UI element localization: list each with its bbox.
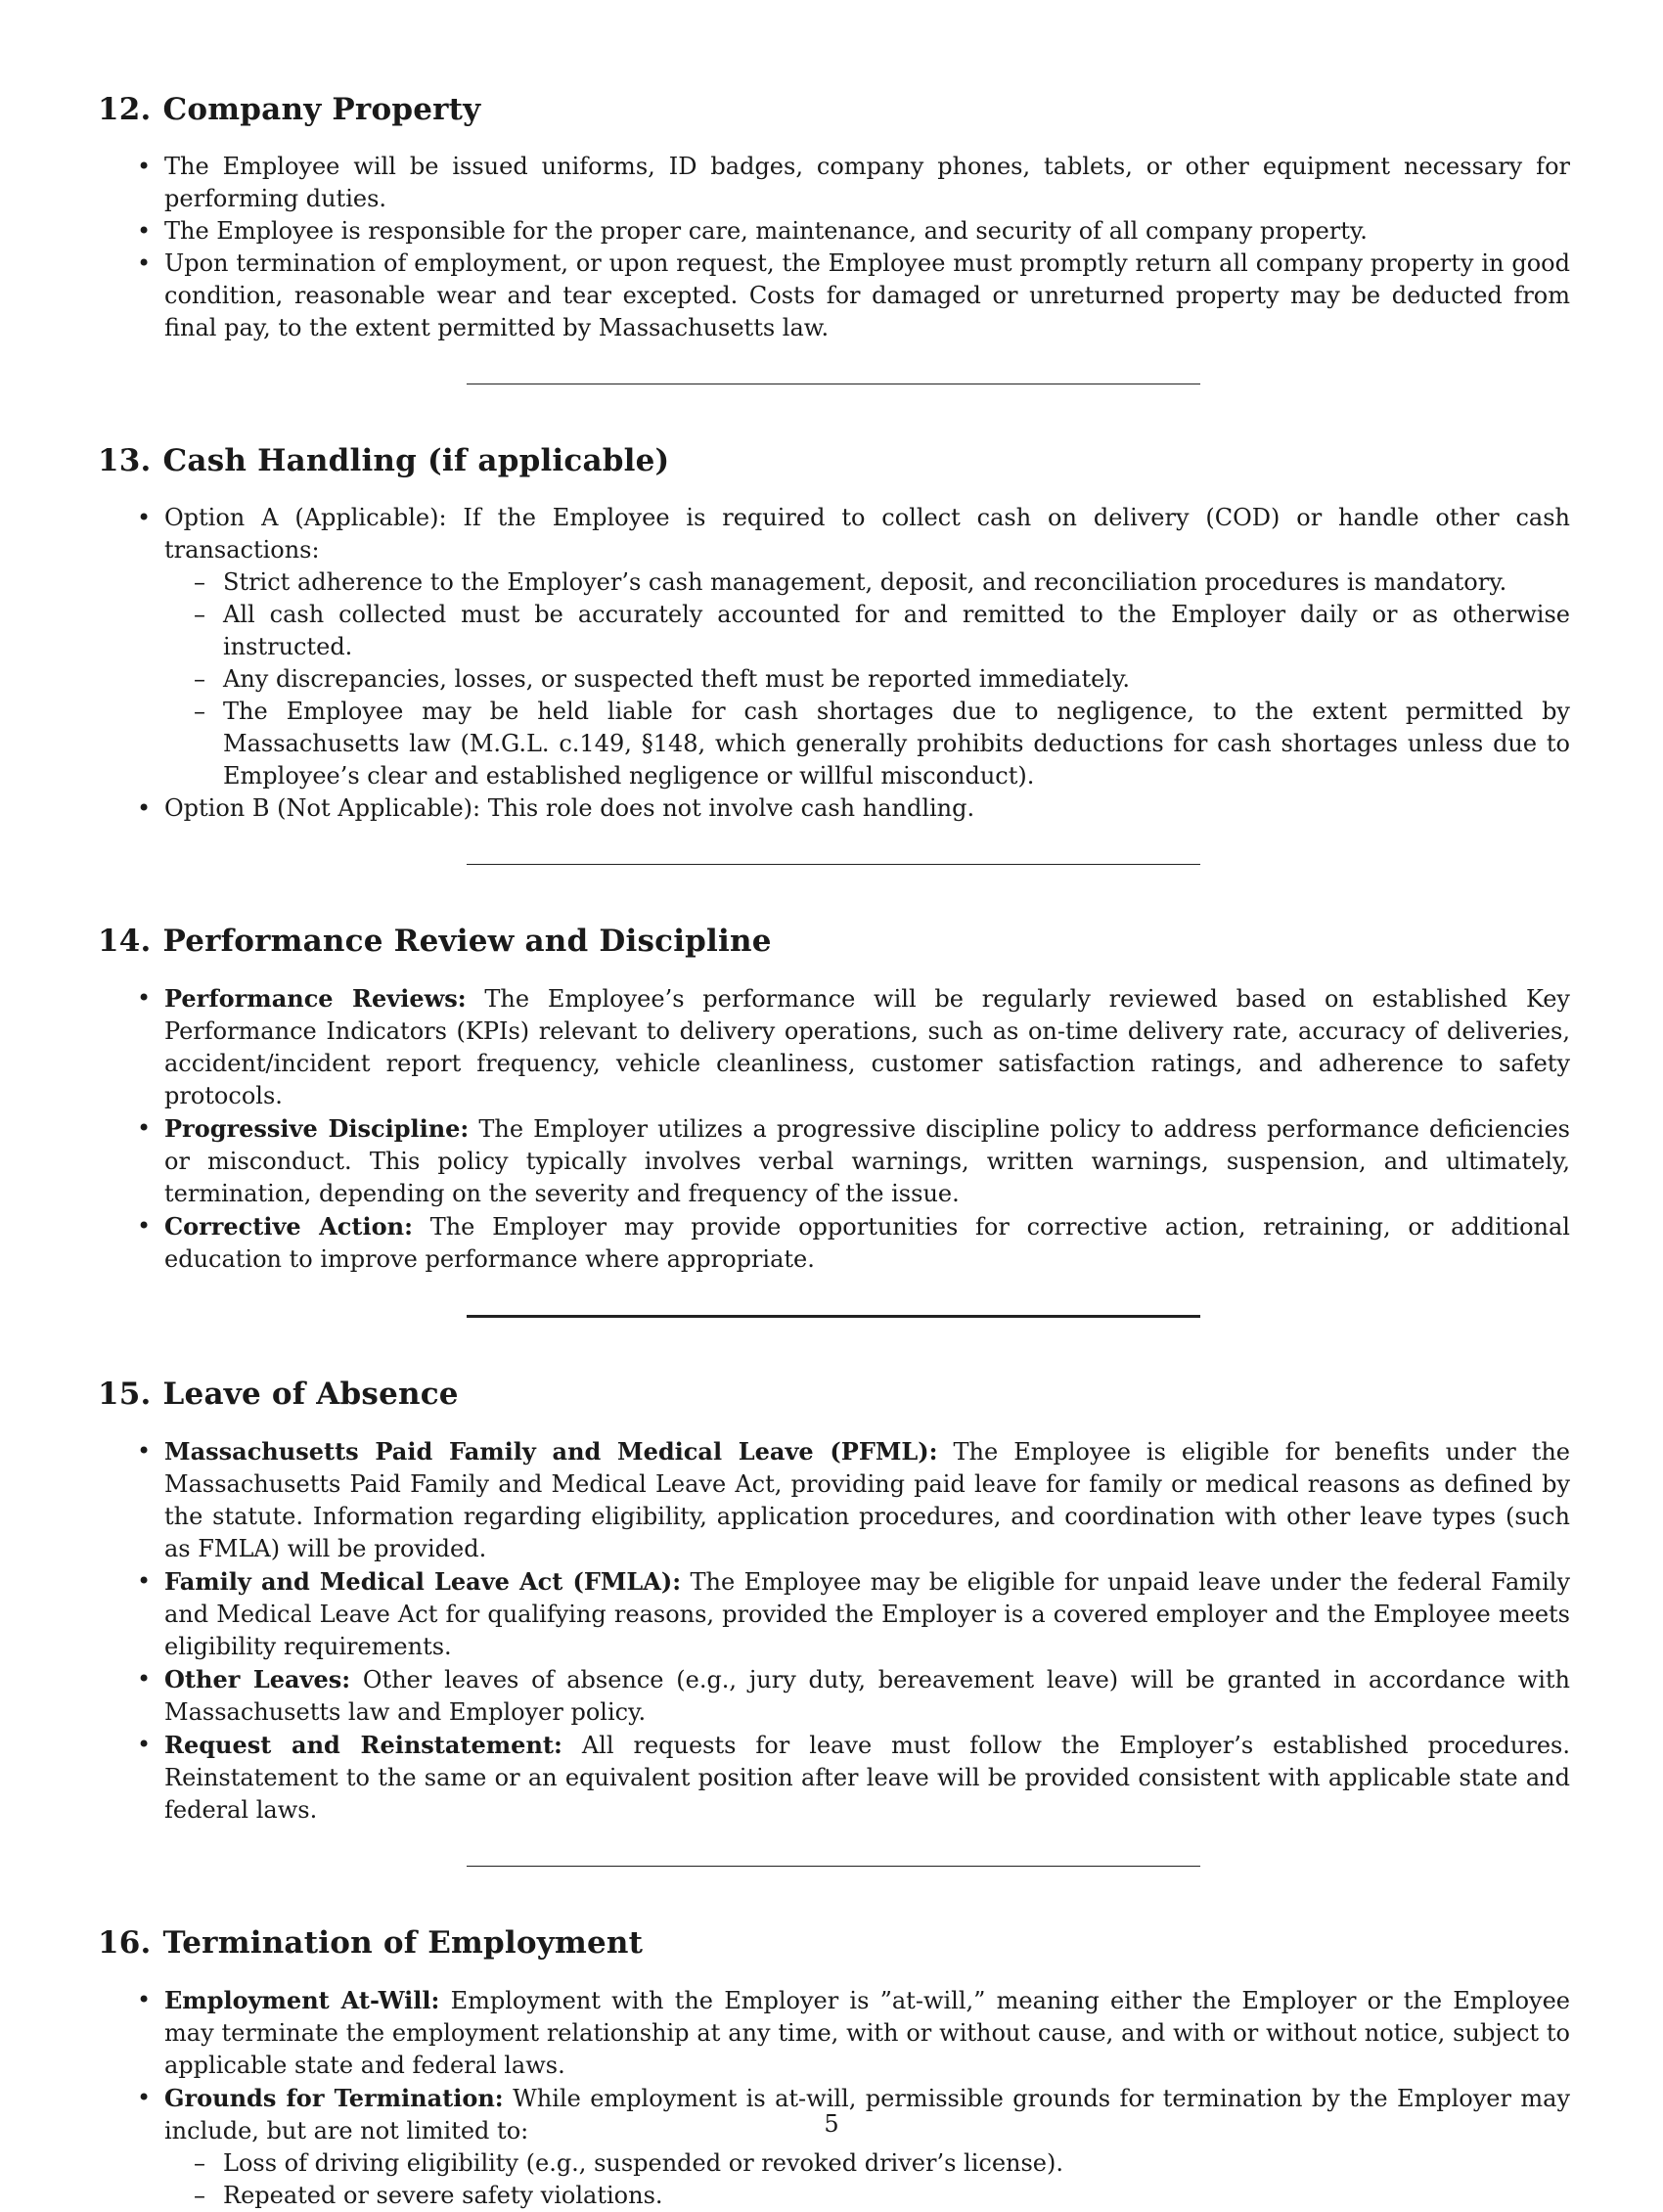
list-item (98, 2082, 1570, 2212)
section-company-property (98, 90, 1570, 344)
section-title: Cash Handling (if applicable) (162, 443, 670, 478)
item-text: Employment with the Employer is ”at-will,” meaning either the Employer or the Employee may terminate the employment relationship at any time, with or without cause, and with or without notice, subject to applicable state and federal laws. (164, 1987, 1570, 2079)
item-lead: Progressive Discipline: (164, 1114, 470, 1143)
section-heading (98, 90, 1570, 129)
item-text: The Employee may be eligible for unpaid leave under the federal Family and Medical Leave Act for qualifying reasons, provided the Employer is a covered employer and the Employee meets eligibility requirements. (164, 1568, 1571, 1660)
item-lead: Request and Reinstatement: (164, 1731, 562, 1759)
sub-list-item: – Strict adherence to the Employer’s cash management, deposit, and reconciliation procedures is mandatory. (164, 566, 1570, 599)
list-item (98, 1112, 1570, 1210)
list-item (98, 1729, 1570, 1827)
list-item: • Upon termination of employment, or upon request, the Employee must promptly return all company property in good condition, reasonable wear and tear excepted. Costs for damaged or unreturned property may be deducted from final pay, to the extent permitted by Massachusetts law. (98, 248, 1570, 344)
section-number: 16. (98, 1925, 152, 1961)
section-heading (98, 922, 1570, 961)
sub-list-item: – Repeated or severe safety violations. (164, 2180, 1570, 2212)
bullet-list (98, 502, 1570, 825)
list-item (98, 1984, 1570, 2082)
bullet-list (98, 1435, 1570, 1827)
document-page (98, 90, 1570, 2212)
item-lead: Massachusetts Paid Family and Medical Leave (PFML): (164, 1437, 938, 1466)
bullet-list (98, 151, 1570, 344)
item-text: Other leaves of absence (e.g., jury duty, bereavement leave) will be granted in accordance with Massachusetts law and Employer policy. (164, 1666, 1570, 1726)
list-item (98, 1210, 1570, 1276)
section-title: Termination of Employment (162, 1925, 644, 1961)
item-text: The Employer may provide opportunities for corrective action, retraining, or additional education to improve performance where appropriate. (164, 1213, 1570, 1273)
sub-list (164, 566, 1570, 792)
item-text: The Employee is eligible for benefits under the Massachusetts Paid Family and Medical Leave Act, providing paid leave for family or medical reasons as defined by the statute. Information regarding eligibility, application procedures, and coordination with other leave types (such as FMLA) will be provided. (164, 1438, 1571, 1562)
list-item (98, 1663, 1570, 1729)
page-number: 5 (824, 2110, 839, 2138)
item-text: The Employee’s performance will be regularly reviewed based on established Key Performance Indicators (KPIs) relevant to delivery operations, such as on-time delivery rate, accuracy of deliveries, accident/incident report frequency, vehicle cleanliness, customer satisfaction ratings, and adherence to safety protocols. (164, 985, 1570, 1109)
section-number: 15. (98, 1377, 152, 1412)
sub-list (164, 2147, 1570, 2212)
section-title: Company Property (162, 92, 481, 127)
list-item: • Option B (Not Applicable): This role does not involve cash handling. (98, 792, 1570, 825)
section-number: 13. (98, 443, 152, 478)
sub-list-item: – Loss of driving eligibility (e.g., suspended or revoked driver’s license). (164, 2147, 1570, 2180)
item-lead: Family and Medical Leave Act (FMLA): (164, 1567, 682, 1596)
bullet-list (98, 1984, 1570, 2212)
section-title: Performance Review and Discipline (162, 924, 772, 959)
section-heading (98, 1923, 1570, 1963)
item-lead: Grounds for Termination: (164, 2084, 504, 2112)
list-item: • The Employee will be issued uniforms, ID badges, company phones, tablets, or other equipment necessary for performing duties. (98, 151, 1570, 215)
sub-list-item: – All cash collected must be accurately accounted for and remitted to the Employer daily or as otherwise instructed. (164, 599, 1570, 663)
item-text: The Employer utilizes a progressive discipline policy to address performance deficiencies or misconduct. This policy typically involves verbal warnings, written warnings, suspension, and ultimately, termination, depending on the severity and frequency of the issue. (164, 1115, 1570, 1207)
list-item: • The Employee is responsible for the proper care, maintenance, and security of all company property. (98, 215, 1570, 248)
section-cash-handling (98, 441, 1570, 825)
list-item (98, 502, 1570, 792)
item-lead: Corrective Action: (164, 1212, 413, 1241)
section-performance-review (98, 922, 1570, 1276)
section-title: Leave of Absence (162, 1377, 459, 1412)
item-lead: Employment At-Will: (164, 1986, 440, 2014)
section-termination (98, 1923, 1570, 2212)
section-heading (98, 441, 1570, 480)
list-item (98, 982, 1570, 1112)
sub-list-item: – Any discrepancies, losses, or suspected theft must be reported immediately. (164, 663, 1570, 696)
item-lead: Performance Reviews: (164, 984, 467, 1013)
item-lead: Other Leaves: (164, 1665, 351, 1693)
bullet-list (98, 982, 1570, 1276)
section-number: 12. (98, 92, 152, 127)
item-text: While employment is at-will, permissible grounds for termination by the Employer may include, but are not limited to: (164, 2085, 1571, 2144)
list-item (98, 1565, 1570, 1663)
section-number: 14. (98, 924, 152, 959)
section-heading (98, 1375, 1570, 1414)
list-item (98, 1435, 1570, 1565)
sub-list-item: – The Employee may be held liable for cash shortages due to negligence, to the extent permitted by Massachusetts law (M.G.L. c.149, §148, which generally prohibits deductions for cash shortages unless due to Employee’s clear and established negligence or willful misconduct). (164, 696, 1570, 792)
item-text: All requests for leave must follow the Employer’s established procedures. Reinstatement to the same or an equivalent position after leave will be provided consistent with applicable state and federal laws. (164, 1732, 1570, 1824)
option-a-text: Option A (Applicable): If the Employee is required to collect cash on delivery (COD) or handle other cash transactions: (164, 504, 1570, 564)
section-leave-of-absence (98, 1375, 1570, 1827)
